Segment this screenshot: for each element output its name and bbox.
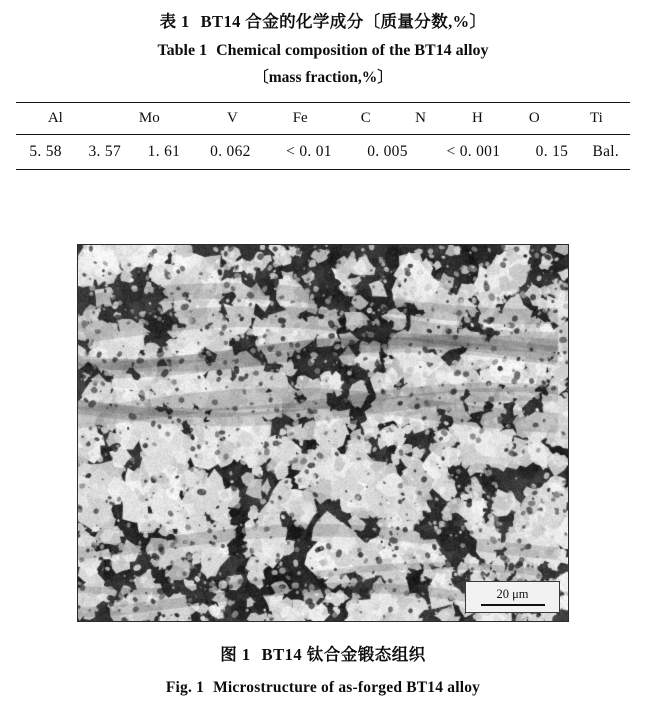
scale-bar bbox=[465, 581, 560, 613]
table-block bbox=[0, 0, 646, 170]
figure-caption-cn-text: BT14 钛合金锻态组织 bbox=[261, 645, 426, 664]
table-caption-en-text: Chemical composition of the BT14 alloy bbox=[216, 41, 489, 59]
figure-caption-cn-number: 图 1 bbox=[220, 645, 251, 664]
table-caption-en bbox=[0, 35, 646, 64]
table-row bbox=[16, 135, 630, 169]
cell-ti: Bal. bbox=[592, 143, 620, 161]
column-header-al: Al bbox=[47, 110, 63, 127]
cell-n: 0. 005 bbox=[367, 143, 408, 161]
micrograph-canvas bbox=[78, 245, 568, 621]
column-header-n: N bbox=[415, 110, 426, 127]
micrograph-image bbox=[77, 244, 569, 622]
table-caption-cn bbox=[0, 0, 646, 35]
figure-caption-en bbox=[0, 665, 646, 697]
table-caption-en-number: Table 1 bbox=[157, 41, 208, 59]
cell-h: < 0. 001 bbox=[446, 143, 501, 161]
cell-o: 0. 15 bbox=[535, 143, 569, 161]
column-header-h: H bbox=[471, 110, 483, 127]
column-header-v: V bbox=[227, 110, 238, 127]
table-caption-cn-text: BT14 合金的化学成分〔质量分数,%〕 bbox=[200, 12, 487, 31]
cell-mo: 3. 57 bbox=[88, 143, 121, 161]
column-header-fe: Fe bbox=[292, 110, 308, 127]
table-bottom-rule bbox=[16, 169, 630, 170]
figure-caption-cn bbox=[0, 622, 646, 665]
cell-al: 5. 58 bbox=[29, 143, 62, 161]
table-caption-en-line2: 〔mass fraction,%〕 bbox=[253, 69, 393, 87]
column-header-mo: Mo bbox=[138, 110, 160, 127]
table-header-row bbox=[16, 103, 630, 134]
column-header-ti: Ti bbox=[589, 110, 603, 127]
column-header-o: O bbox=[528, 110, 540, 127]
figure-block bbox=[0, 244, 646, 697]
figure-caption-en-text: Microstructure of as-forged BT14 alloy bbox=[213, 679, 481, 696]
scale-bar-line bbox=[481, 604, 545, 606]
cell-fe: 0. 062 bbox=[210, 143, 251, 161]
scale-bar-label: 20 μm bbox=[496, 587, 529, 602]
composition-table-body bbox=[16, 135, 630, 169]
composition-table bbox=[16, 103, 630, 134]
figure-caption-en-number: Fig. 1 bbox=[165, 679, 205, 696]
cell-c: < 0. 01 bbox=[286, 143, 332, 161]
cell-v: 1. 61 bbox=[147, 143, 181, 161]
column-header-c: C bbox=[360, 110, 371, 127]
table-caption-cn-number: 表 1 bbox=[159, 12, 190, 31]
